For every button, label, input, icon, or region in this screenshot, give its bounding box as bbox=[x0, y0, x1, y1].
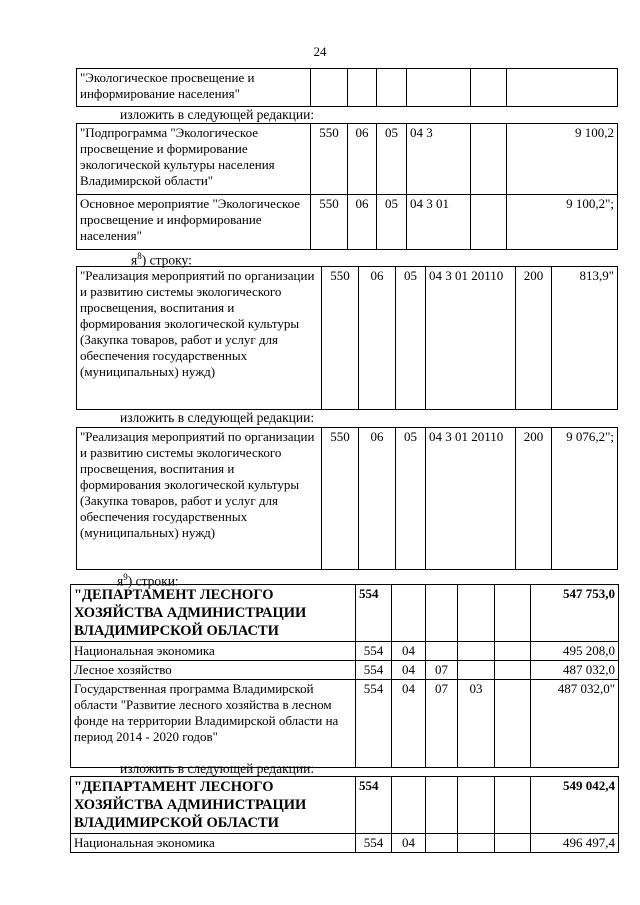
table-department-old bbox=[70, 584, 619, 768]
table-row: "ДЕПАРТАМЕНТ ЛЕСНОГО ХОЗЯЙСТВА АДМИНИСТРАЦИИ ВЛАДИМИРСКОЙ ОБЛАСТИ 554 549 042,4 bbox=[71, 777, 619, 834]
row-name: Основное мероприятие "Экологическое просвещение и информирование населения" bbox=[77, 195, 311, 250]
table-row: Национальная экономика 554 04 496 497,4 bbox=[71, 834, 619, 853]
table-row: Лесное хозяйство 554 04 07 487 032,0 bbox=[71, 661, 619, 680]
table-row: Основное мероприятие "Экологическое просвещение и информирование населения" 550 06 05 04 3 01 9 100,2"; bbox=[77, 195, 618, 250]
note-edit-2: изложить в следующей редакции: bbox=[120, 410, 315, 425]
note-edit-3: изложить в следующей редакции: bbox=[120, 761, 315, 776]
table-first-row bbox=[76, 68, 618, 107]
note-row-8: $я^8$) строку: bbox=[131, 251, 192, 268]
table-row: "Реализация мероприятий по организации и развитию системы экологического просвещения, воспитания и формирования экологической культуры (Закупка товаров, работ и услуг для обеспечения государственных (муниципальных) нужд) 550 06 05 04 3 01 20110 200 9 076,2"; bbox=[77, 428, 618, 570]
table-realization-old bbox=[76, 266, 618, 410]
note-rows-9: $я^9$) строки: bbox=[117, 572, 179, 589]
table-realization-new bbox=[76, 427, 618, 570]
department-title: "ДЕПАРТАМЕНТ ЛЕСНОГО ХОЗЯЙСТВА АДМИНИСТРАЦИИ ВЛАДИМИРСКОЙ ОБЛАСТИ bbox=[71, 777, 356, 834]
page-number: 24 bbox=[313, 44, 327, 59]
row-name: "Реализация мероприятий по организации и развитию системы экологического просвещения, воспитания и формирования экологической культуры (Закупка товаров, работ и услуг для обеспечения государственных (муниципальных) нужд) bbox=[77, 267, 322, 410]
table-row: Национальная экономика 554 04 495 208,0 bbox=[71, 642, 619, 661]
table-row: "Реализация мероприятий по организации и развитию системы экологического просвещения, воспитания и формирования экологической культуры (Закупка товаров, работ и услуг для обеспечения государственных (муниципальных) нужд) 550 06 05 04 3 01 20110 200 813,9" bbox=[77, 267, 618, 410]
table-row: "Подпрограмма "Экологическое просвещение и формирование экологической культуры населения Владимирской области" 550 06 05 04 3 9 100,2 bbox=[77, 124, 618, 195]
note-edit-1: изложить в следующей редакции: bbox=[120, 107, 315, 122]
table-row: "ДЕПАРТАМЕНТ ЛЕСНОГО ХОЗЯЙСТВА АДМИНИСТРАЦИИ ВЛАДИМИРСКОЙ ОБЛАСТИ 554 547 753,0 bbox=[71, 585, 619, 642]
table-row: Государственная программа Владимирской области "Развитие лесного хозяйства в лесном фонде на территории Владимирской области на период 2014 - 2020 годов" 554 04 07 03 487 032,0" bbox=[71, 680, 619, 768]
row-name: "Экологическое просвещение и информирование населения" bbox=[77, 69, 311, 107]
department-title: "ДЕПАРТАМЕНТ ЛЕСНОГО ХОЗЯЙСТВА АДМИНИСТРАЦИИ ВЛАДИМИРСКОЙ ОБЛАСТИ bbox=[71, 585, 356, 642]
table-department-new bbox=[70, 776, 619, 853]
row-name: "Подпрограмма "Экологическое просвещение и формирование экологической культуры населения Владимирской области" bbox=[77, 124, 311, 195]
table-subprogram bbox=[76, 123, 618, 250]
row-name: "Реализация мероприятий по организации и развитию системы экологического просвещения, воспитания и формирования экологической культуры (Закупка товаров, работ и услуг для обеспечения государственных (муниципальных) нужд) bbox=[77, 428, 322, 570]
